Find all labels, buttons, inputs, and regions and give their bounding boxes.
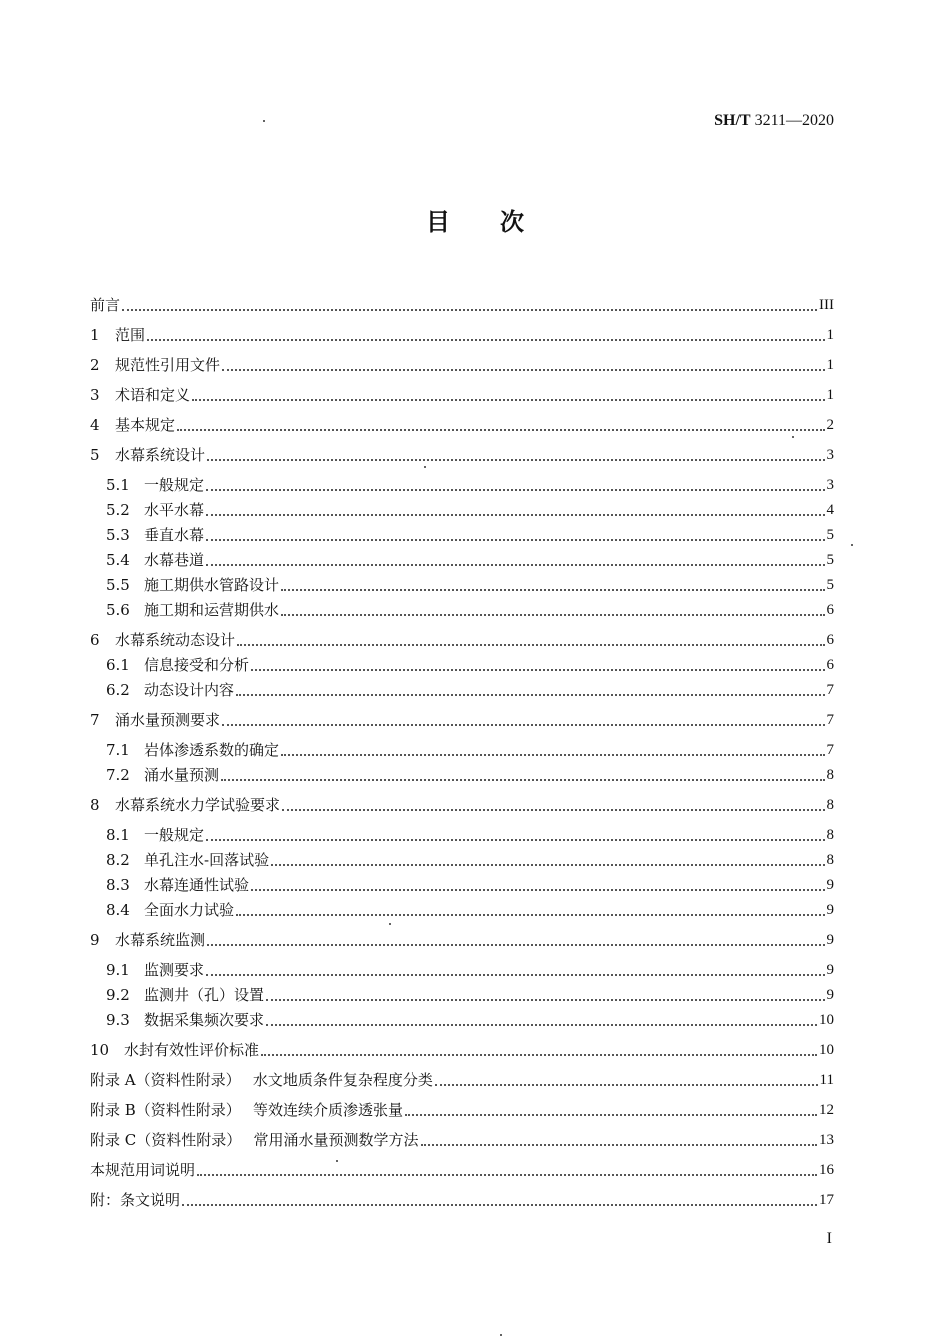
toc-entry[interactable] bbox=[106, 524, 834, 546]
toc-entry-page: 9 bbox=[826, 902, 834, 918]
toc-entry[interactable] bbox=[90, 1099, 834, 1121]
dot-leader bbox=[206, 564, 824, 566]
dot-leader bbox=[207, 459, 824, 461]
toc-entry[interactable] bbox=[106, 824, 834, 846]
toc-entry-page: 5 bbox=[826, 552, 834, 568]
dot-leader bbox=[147, 339, 824, 341]
toc-entry[interactable] bbox=[106, 574, 834, 596]
toc-entry-label: 单孔注水-回落试验 bbox=[144, 851, 270, 869]
toc-entry-page: 1 bbox=[826, 357, 834, 373]
toc-entry-label: 水幕连通性试验 bbox=[144, 876, 250, 894]
scan-speck bbox=[389, 923, 391, 925]
toc-entry[interactable] bbox=[90, 629, 834, 651]
dot-leader bbox=[237, 644, 824, 646]
toc-entry[interactable] bbox=[90, 1069, 834, 1091]
toc-entry-number: 9.3 bbox=[106, 1011, 130, 1029]
toc-entry[interactable] bbox=[90, 1189, 834, 1211]
toc-entry-label: 施工期供水管路设计 bbox=[144, 576, 280, 594]
toc-entry-page: 9 bbox=[826, 987, 834, 1003]
toc-entry[interactable] bbox=[106, 739, 834, 761]
dot-leader bbox=[222, 724, 824, 726]
toc-entry-number: 5.4 bbox=[106, 551, 130, 569]
toc-entry-page: 8 bbox=[826, 827, 834, 843]
dot-leader bbox=[435, 1084, 818, 1086]
dot-leader bbox=[206, 539, 824, 541]
dot-leader bbox=[281, 614, 824, 616]
dot-leader bbox=[236, 914, 824, 916]
toc-entry[interactable] bbox=[90, 354, 834, 376]
toc-entry-number: 5.6 bbox=[106, 601, 130, 619]
dot-leader bbox=[271, 864, 824, 866]
dot-leader bbox=[266, 999, 824, 1001]
dot-leader bbox=[281, 754, 824, 756]
toc-entry-label: 附录 C（资料性附录） 常用涌水量预测数学方法 bbox=[90, 1131, 419, 1149]
dot-leader bbox=[177, 429, 824, 431]
toc-entry[interactable] bbox=[90, 414, 834, 436]
toc-entry-label: 垂直水幕 bbox=[144, 526, 205, 544]
scan-speck bbox=[336, 1160, 338, 1162]
toc-entry-label: 岩体渗透系数的确定 bbox=[144, 741, 280, 759]
toc-entry-number: 8.4 bbox=[106, 901, 130, 919]
dot-leader bbox=[207, 944, 824, 946]
toc-entry-number: 5.3 bbox=[106, 526, 130, 544]
toc-entry-label: 水幕系统水力学试验要求 bbox=[115, 796, 281, 814]
toc-entry-page: 12 bbox=[819, 1102, 834, 1118]
toc-entry-page: 11 bbox=[819, 1072, 834, 1088]
dot-leader bbox=[182, 1204, 817, 1206]
dot-leader bbox=[221, 779, 824, 781]
scan-speck bbox=[263, 120, 265, 122]
toc-entry[interactable] bbox=[106, 764, 834, 786]
toc-entry-page: 7 bbox=[826, 712, 834, 728]
dot-leader bbox=[421, 1144, 817, 1146]
toc-entry-number: 9 bbox=[90, 931, 100, 949]
toc-entry-number: 2 bbox=[90, 356, 100, 374]
toc-entry-number: 9.2 bbox=[106, 986, 130, 1004]
toc-entry-page: 6 bbox=[826, 632, 834, 648]
toc-entry-page: 1 bbox=[826, 387, 834, 403]
dot-leader bbox=[206, 839, 824, 841]
toc-entry-label: 水平水幕 bbox=[144, 501, 205, 519]
toc-entry-number: 6.2 bbox=[106, 681, 130, 699]
toc-entry-page: 5 bbox=[826, 527, 834, 543]
toc-entry-page: 6 bbox=[826, 602, 834, 618]
toc-entry[interactable] bbox=[90, 709, 834, 731]
dot-leader bbox=[206, 489, 824, 491]
toc-entry-label: 信息接受和分析 bbox=[144, 656, 250, 674]
toc-entry-label: 施工期和运营期供水 bbox=[144, 601, 280, 619]
toc-entry-label: 基本规定 bbox=[115, 416, 176, 434]
scan-speck bbox=[500, 1334, 502, 1336]
toc-entry-label: 水幕系统设计 bbox=[115, 446, 206, 464]
toc-entry[interactable] bbox=[106, 959, 834, 981]
toc-entry-page: 4 bbox=[826, 502, 834, 518]
toc-entry-label: 本规范用词说明 bbox=[90, 1161, 196, 1179]
toc-entry-page: 10 bbox=[819, 1042, 834, 1058]
toc-entry[interactable] bbox=[90, 929, 834, 951]
toc-entry-number: 5.5 bbox=[106, 576, 130, 594]
toc-entry-label: 水幕系统动态设计 bbox=[115, 631, 236, 649]
toc-entry[interactable] bbox=[106, 654, 834, 676]
toc-entry-label: 数据采集频次要求 bbox=[144, 1011, 265, 1029]
toc-entry-label: 涌水量预测 bbox=[144, 766, 220, 784]
toc-entry-label: 水幕系统监测 bbox=[115, 931, 206, 949]
toc-entry-page: 16 bbox=[819, 1162, 834, 1178]
page-number: I bbox=[826, 1230, 832, 1247]
toc-entry-page: 17 bbox=[819, 1192, 834, 1208]
dot-leader bbox=[197, 1174, 817, 1176]
toc-entry[interactable] bbox=[90, 1039, 834, 1061]
toc-entry-page: 9 bbox=[826, 877, 834, 893]
toc-entry-page: 5 bbox=[826, 577, 834, 593]
toc-entry-page: 6 bbox=[826, 657, 834, 673]
scan-speck bbox=[851, 544, 853, 546]
dot-leader bbox=[405, 1114, 817, 1116]
toc-entry-number: 7 bbox=[90, 711, 100, 729]
toc-entry-number: 4 bbox=[90, 416, 100, 434]
toc-entry-page: 13 bbox=[819, 1132, 834, 1148]
scan-speck bbox=[792, 436, 794, 438]
toc-entry-label: 涌水量预测要求 bbox=[115, 711, 221, 729]
toc-entry[interactable] bbox=[90, 794, 834, 816]
toc-entry-number: 10 bbox=[90, 1041, 110, 1059]
toc-entry-label: 术语和定义 bbox=[115, 386, 191, 404]
dot-leader bbox=[206, 974, 824, 976]
toc-entry-number: 8 bbox=[90, 796, 100, 814]
toc-entry-label: 一般规定 bbox=[144, 476, 205, 494]
toc-entry[interactable] bbox=[90, 324, 834, 346]
toc-entry[interactable] bbox=[90, 1159, 834, 1181]
toc-entry-number: 6.1 bbox=[106, 656, 130, 674]
dot-leader bbox=[266, 1024, 817, 1026]
toc-entry-label: 附录 A（资料性附录） 水文地质条件复杂程度分类 bbox=[90, 1071, 433, 1089]
toc-entry[interactable] bbox=[106, 549, 834, 571]
dot-leader bbox=[236, 694, 824, 696]
toc-entry[interactable] bbox=[106, 849, 834, 871]
toc-entry-number: 1 bbox=[90, 326, 100, 344]
toc-entry[interactable] bbox=[106, 874, 834, 896]
toc-entry-page: 9 bbox=[826, 962, 834, 978]
toc-entry-page: 8 bbox=[826, 797, 834, 813]
toc-entry[interactable] bbox=[106, 474, 834, 496]
toc-entry-page: III bbox=[819, 297, 834, 313]
toc-entry-number: 9.1 bbox=[106, 961, 130, 979]
toc-entry[interactable] bbox=[90, 444, 834, 466]
toc-entry-page: 7 bbox=[826, 742, 834, 758]
toc-entry-page: 9 bbox=[826, 932, 834, 948]
toc-entry-number: 7.2 bbox=[106, 766, 130, 784]
toc-entry-label: 监测要求 bbox=[144, 961, 205, 979]
page-title: 目次 bbox=[426, 208, 574, 236]
toc-entry[interactable] bbox=[106, 499, 834, 521]
toc-entry-label: 范围 bbox=[115, 326, 146, 344]
toc-entry-page: 8 bbox=[826, 767, 834, 783]
toc-entry[interactable] bbox=[106, 1009, 834, 1031]
toc-entry-number: 5.1 bbox=[106, 476, 130, 494]
toc-entry-page: 3 bbox=[826, 477, 834, 493]
toc-entry-number: 5 bbox=[90, 446, 100, 464]
dot-leader bbox=[222, 369, 824, 371]
dot-leader bbox=[282, 809, 824, 811]
toc-entry[interactable] bbox=[106, 599, 834, 621]
dot-leader bbox=[281, 589, 824, 591]
dot-leader bbox=[251, 669, 824, 671]
toc-entry-number: 5.2 bbox=[106, 501, 130, 519]
toc-entry-label: 水幕巷道 bbox=[144, 551, 205, 569]
toc-entry-label: 动态设计内容 bbox=[144, 681, 235, 699]
toc-entry-number: 7.1 bbox=[106, 741, 130, 759]
toc-entry[interactable] bbox=[106, 899, 834, 921]
toc-entry[interactable] bbox=[106, 984, 834, 1006]
dot-leader bbox=[206, 514, 824, 516]
toc-entry-label: 附录 B（资料性附录） 等效连续介质渗透张量 bbox=[90, 1101, 404, 1119]
toc-entry-label: 全面水力试验 bbox=[144, 901, 235, 919]
toc-entry-label: 规范性引用文件 bbox=[115, 356, 221, 374]
dot-leader bbox=[122, 309, 817, 311]
toc-entry-label: 一般规定 bbox=[144, 826, 205, 844]
dot-leader bbox=[251, 889, 824, 891]
toc-entry-page: 3 bbox=[826, 447, 834, 463]
document-code: SH/T 3211—2020 bbox=[714, 112, 834, 129]
toc-entry-label: 附：条文说明 bbox=[90, 1191, 181, 1209]
toc-entry-number: 8.1 bbox=[106, 826, 130, 844]
toc-entry-page: 8 bbox=[826, 852, 834, 868]
toc-entry-label: 监测井（孔）设置 bbox=[144, 986, 265, 1004]
dot-leader bbox=[261, 1054, 817, 1056]
toc-entry[interactable] bbox=[90, 1129, 834, 1151]
toc-entry-label: 水封有效性评价标准 bbox=[124, 1041, 260, 1059]
toc-entry-page: 1 bbox=[826, 327, 834, 343]
toc-entry-number: 6 bbox=[90, 631, 100, 649]
toc-entry[interactable] bbox=[90, 294, 834, 316]
toc-entry-label: 前言 bbox=[90, 296, 121, 314]
toc-entry-page: 7 bbox=[826, 682, 834, 698]
dot-leader bbox=[192, 399, 824, 401]
toc-entry[interactable] bbox=[90, 384, 834, 406]
toc-entry[interactable] bbox=[106, 679, 834, 701]
toc-entry-number: 3 bbox=[90, 386, 100, 404]
toc-entry-page: 2 bbox=[826, 417, 834, 433]
toc-entry-page: 10 bbox=[819, 1012, 834, 1028]
scan-speck bbox=[424, 466, 426, 468]
toc-entry-number: 8.2 bbox=[106, 851, 130, 869]
toc-entry-number: 8.3 bbox=[106, 876, 130, 894]
